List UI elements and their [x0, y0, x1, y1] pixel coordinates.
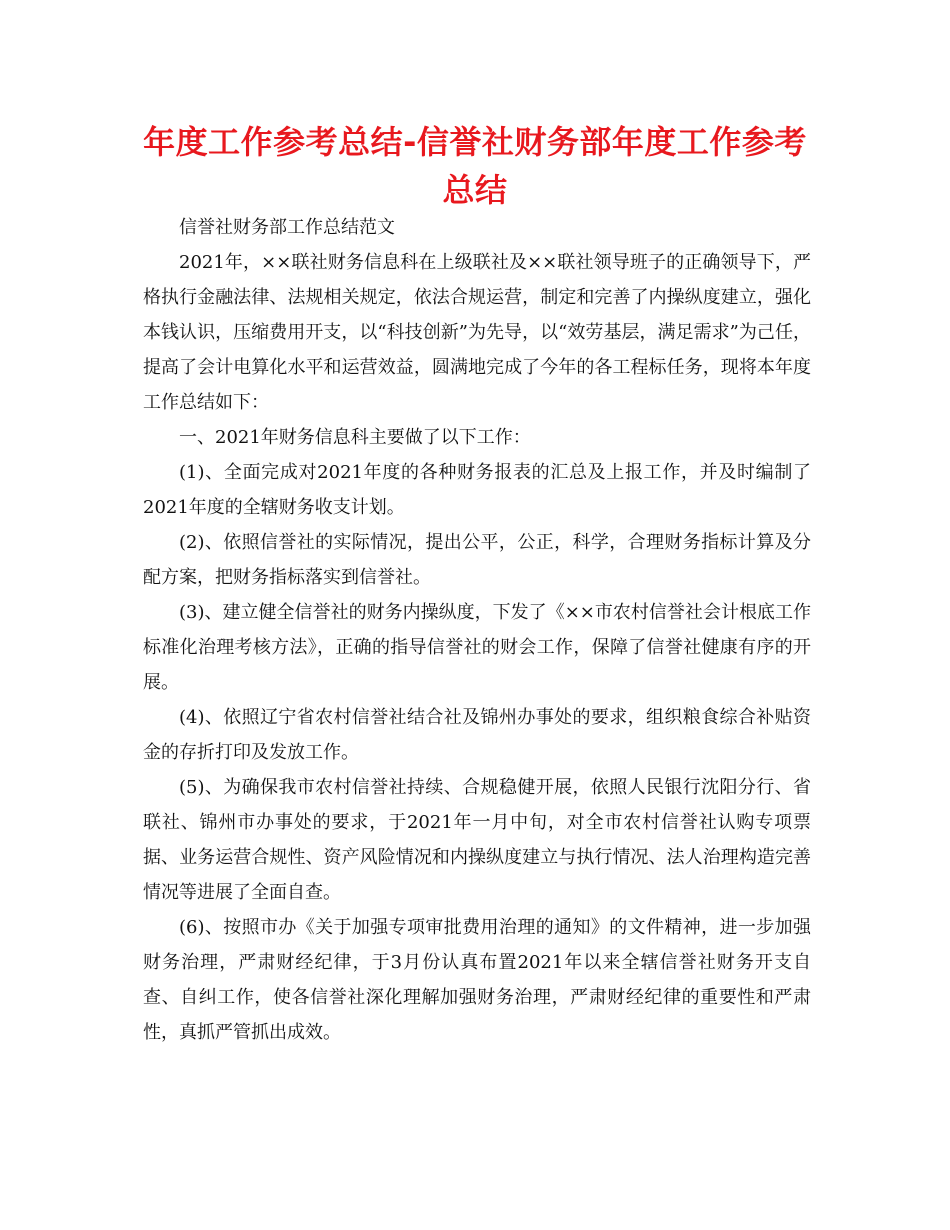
paragraph-item-6: (6)、按照市办《关于加强专项审批费用治理的通知》的文件精神，进一步加强财务治理，严肃财经纪律，于3月份认真布置2021年以来全辖信誉社财务开支自查、自纠工作，使各信誉社深化理解加强财务治理，严肃财经纪律的重要性和严肃性，真抓严管抓出成效。: [143, 917, 811, 1043]
document-title: 年度工作参考总结-信誉社财务部年度工作参考总结: [143, 123, 807, 209]
paragraph-intro: 2021年，××联社财务信息科在上级联社及××联社领导班子的正确领导下，严格执行金融法律、法规相关规定，依法合规运营，制定和完善了内操纵度建立，强化本钱认识，压缩费用开支，以“科技创新”为先导，以“效劳基层，满足需求”为己任，提高了会计电算化水平和运营效益，圆满地完成了今年的各工程标任务，现将本年度工作总结如下：: [143, 252, 811, 413]
paragraph-subtitle: 信誉社财务部工作总结范文: [179, 217, 395, 238]
paragraph-item-5: (5)、为确保我市农村信誉社持续、合规稳健开展，依照人民银行沈阳分行、省联社、锦州市办事处的要求，于2021年一月中旬，对全市农村信誉社认购专项票据、业务运营合规性、资产风险情况和内操纵度建立与执行情况、法人治理构造完善情况等进展了全面自查。: [143, 777, 811, 903]
paragraph-item-2: (2)、依照信誉社的实际情况，提出公平，公正，科学，合理财务指标计算及分配方案，把财务指标落实到信誉社。: [143, 532, 811, 588]
document-body: [143, 210, 811, 1050]
paragraph-section-heading: 一、2021年财务信息科主要做了以下工作：: [179, 427, 531, 448]
paragraph-item-4: (4)、依照辽宁省农村信誉社结合社及锦州办事处的要求，组织粮食综合补贴资金的存折打印及发放工作。: [143, 707, 811, 763]
paragraph-item-3: (3)、建立健全信誉社的财务内操纵度，下发了《××市农村信誉社会计根底工作标准化治理考核方法》，正确的指导信誉社的财会工作，保障了信誉社健康有序的开展。: [143, 602, 811, 693]
paragraph-item-1: (1)、全面完成对2021年度的各种财务报表的汇总及上报工作，并及时编制了2021年度的全辖财务收支计划。: [143, 462, 811, 518]
